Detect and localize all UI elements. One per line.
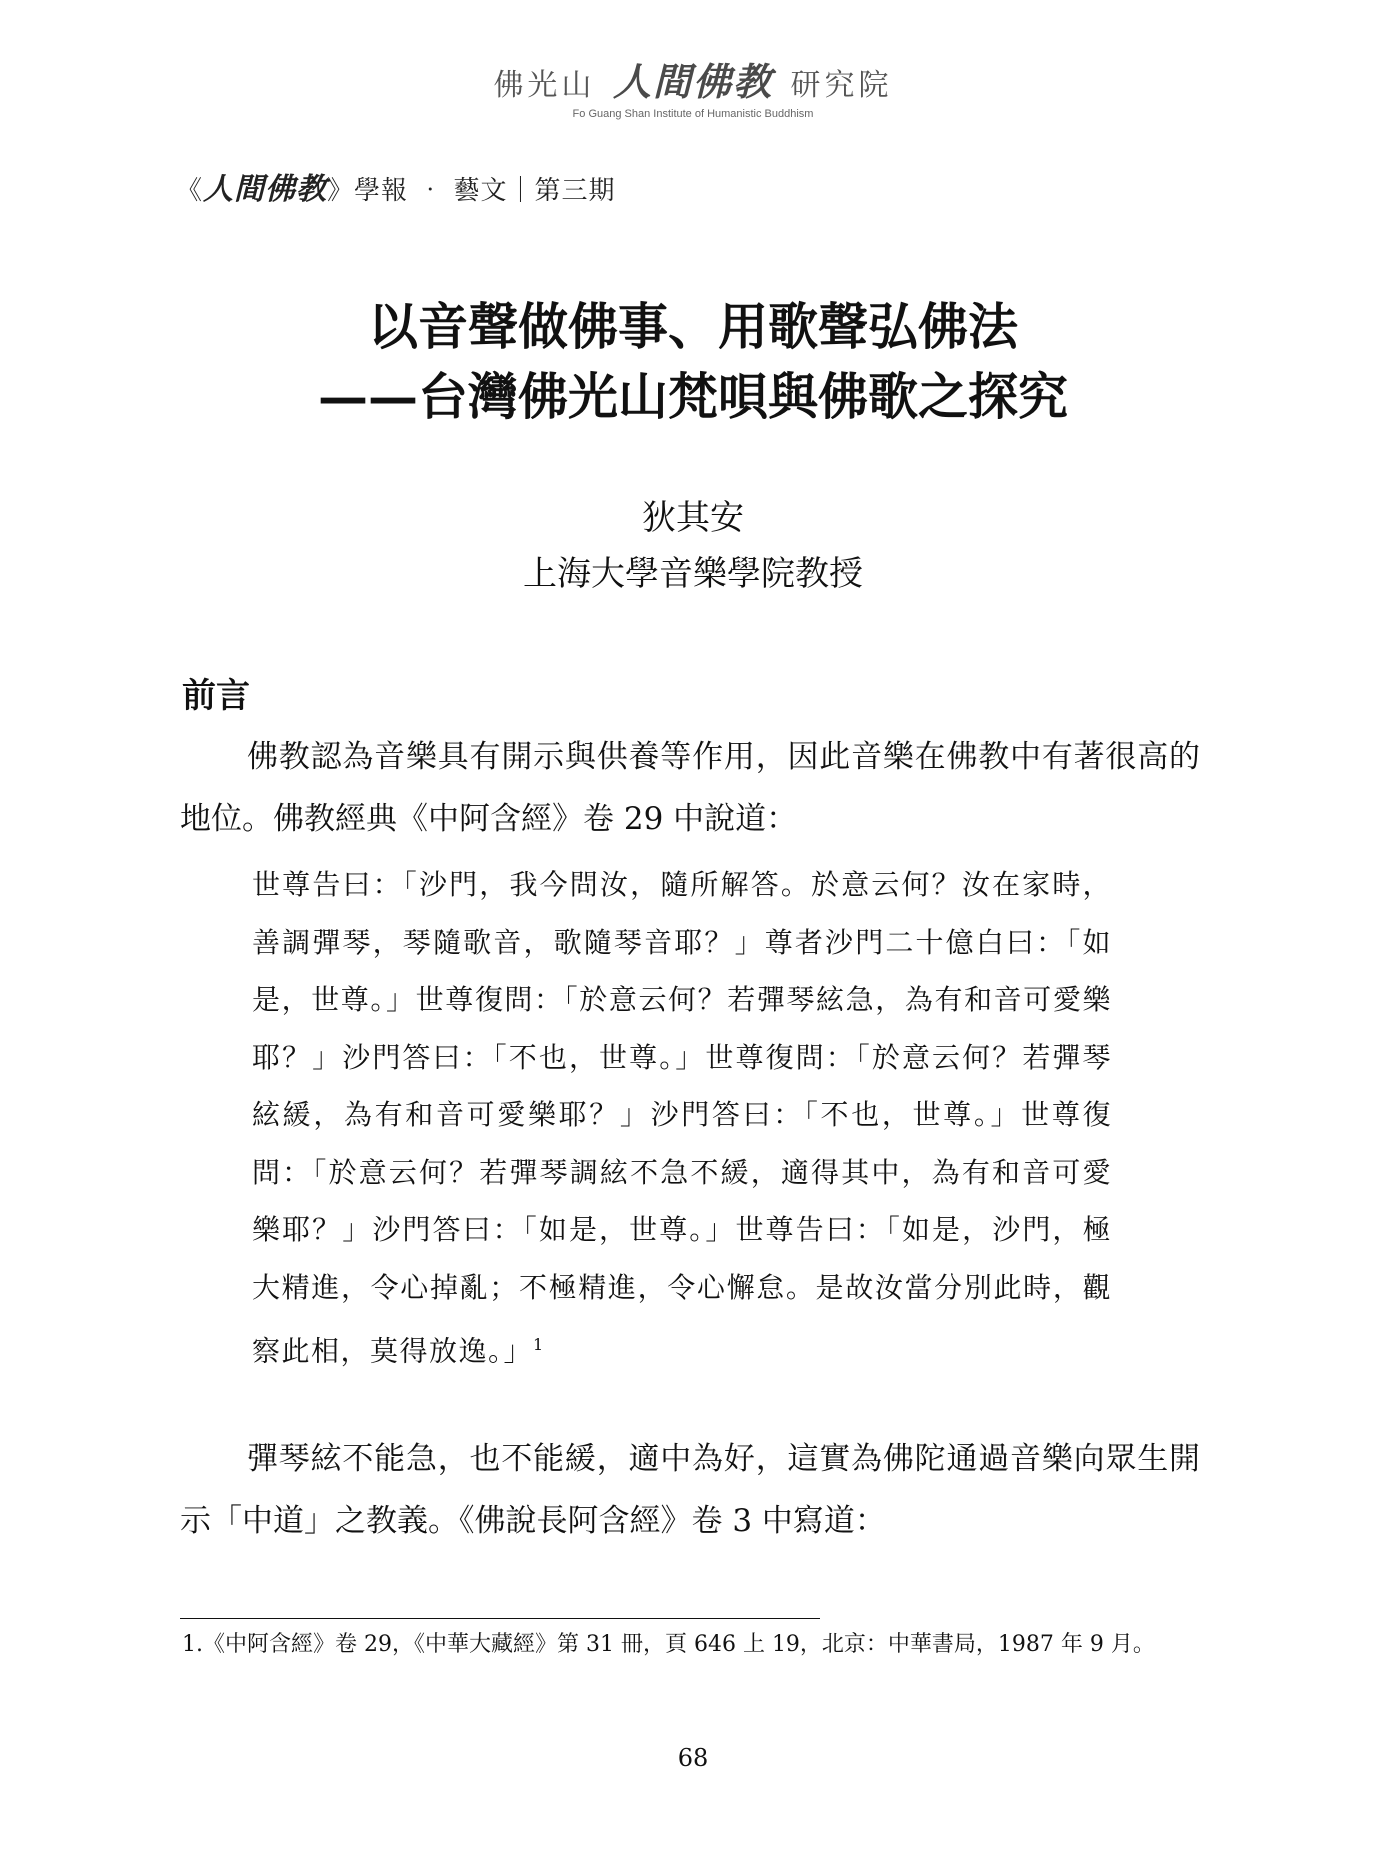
journal-running-head	[176, 164, 616, 208]
footnote-text: 《中阿含經》卷 29，《中華大藏經》第 31 冊，頁 646 上 19，北京：中華書局，1987 年 9 月。	[203, 1632, 1155, 1657]
author-name: 狄其安	[642, 498, 744, 538]
institute-header	[0, 59, 1386, 120]
footnote	[182, 1626, 1228, 1664]
footnote-divider	[180, 1618, 820, 1619]
title-line-1: 以音聲做佛事、用歌聲弘佛法	[368, 297, 1018, 356]
journal-bracket-open: 《	[176, 176, 204, 206]
institute-name	[0, 59, 1386, 106]
author-block	[0, 490, 1386, 602]
institute-name-right: 研究院	[790, 68, 893, 103]
footnote-ref: 1	[533, 1335, 545, 1354]
institute-logo-text: 人間佛教	[612, 59, 773, 104]
article-title	[0, 292, 1386, 432]
section-heading: 前言	[182, 676, 250, 716]
journal-issue: 》學報 ‧ 藝文｜第三期	[327, 176, 616, 206]
institute-english-name: Fo Guang Shan Institute of Humanistic Buddhism	[572, 108, 814, 120]
institute-name-left: 佛光山	[493, 68, 596, 103]
journal-logo-text: 人間佛教	[203, 172, 328, 207]
body-paragraph-1: 佛教認為音樂具有開示與供養等作用，因此音樂在佛教中有著很高的地位。佛教經典《中阿含經》卷 29 中說道：	[180, 739, 1200, 837]
author-affiliation: 上海大學音樂學院教授	[523, 554, 863, 594]
page-number: 68	[677, 1744, 709, 1772]
title-line-2: ——台灣佛光山梵唄與佛歌之探究	[318, 367, 1068, 426]
block-quote	[252, 856, 1112, 1380]
quote-text: 世尊告曰：「沙門，我今問汝，隨所解答。於意云何？汝在家時，善調彈琴，琴隨歌音，歌隨琴音耶？」尊者沙門二十億白曰：「如是，世尊。」世尊復問：「於意云何？若彈琴絃急，為有和音可愛樂耶？」沙門答曰：「不也，世尊。」世尊復問：「於意云何？若彈琴絃緩，為有和音可愛樂耶？」沙門答曰：「不也，世尊。」世尊復問：「於意云何？若彈琴調絃不急不緩，適得其中，為有和音可愛樂耶？」沙門答曰：「如是，世尊。」世尊告曰：「如是，沙門，極大精進，令心掉亂；不極精進，令心懈怠。是故汝當分別此時，觀察此相，莫得放逸。」	[252, 868, 1112, 1368]
body-paragraph-2: 彈琴絃不能急，也不能緩，適中為好，這實為佛陀通過音樂向眾生開示「中道」之教義。《佛說長阿含經》卷 3 中寫道：	[180, 1441, 1200, 1539]
footnote-number: 1.	[182, 1632, 203, 1657]
